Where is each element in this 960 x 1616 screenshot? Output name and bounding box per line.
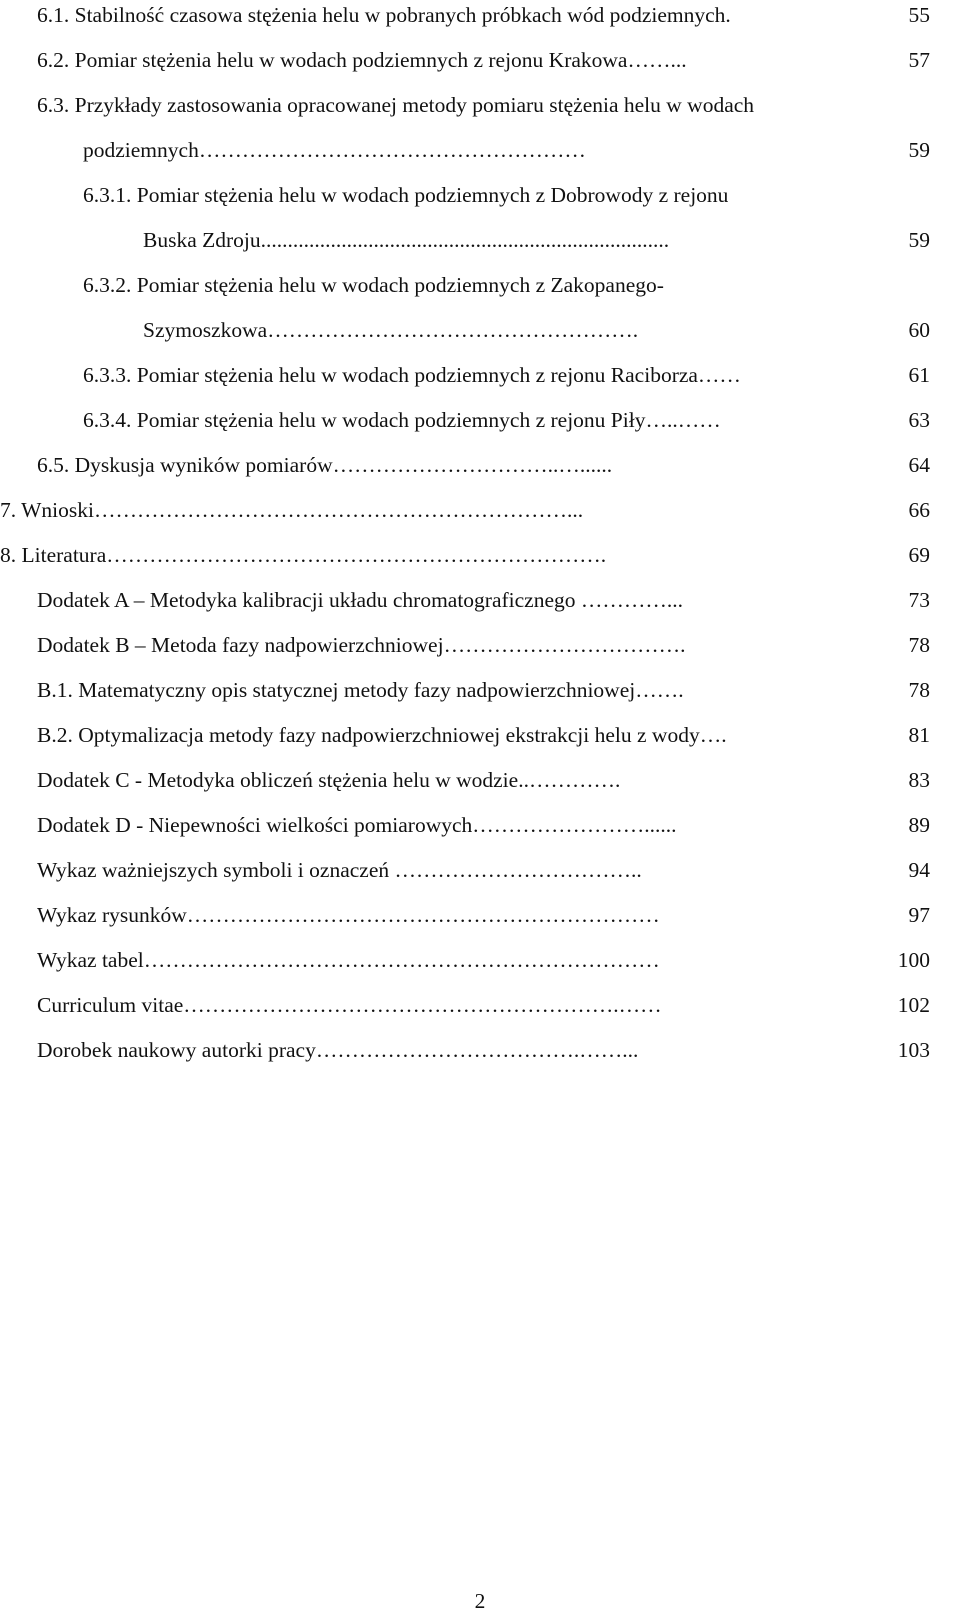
toc-entry-text: Dodatek C - Metodyka obliczeń stężenia helu w wodzie..…………. [37,768,621,792]
toc-entry-page: 57 [908,48,930,72]
toc-entry-page: 66 [908,498,930,522]
toc-entry-text: Dodatek B – Metoda fazy nadpowierzchniowej……………………………. [37,633,686,657]
toc-entry [37,855,642,885]
toc-entry-page: 59 [908,228,930,252]
toc-entry [143,225,669,255]
toc-entry-page: 61 [908,363,930,387]
toc-entry-page: 97 [908,903,930,927]
toc-entry-page: 73 [908,588,930,612]
toc-entry-page: 60 [908,318,930,342]
toc-entry [83,360,741,390]
toc-entry-page: 102 [897,993,930,1017]
toc-entry-text: 6.3.2. Pomiar stężenia helu w wodach podziemnych z Zakopanego- [83,273,664,297]
toc-entry [83,270,664,300]
toc-entry-text: 6.2. Pomiar stężenia helu w wodach podziemnych z rejonu Krakowa……... [37,48,687,72]
toc-entry [37,720,727,750]
toc-entry-page: 64 [908,453,930,477]
toc-entry-page: 89 [908,813,930,837]
toc-entry [37,585,683,615]
toc-entry-text: 8. Literatura……………………………………………………………. [0,543,607,567]
toc-entry [143,315,638,345]
toc-entry [37,450,612,480]
toc-entry-text: Wykaz tabel……………………………………………………………… [37,948,660,972]
toc-entry-text: 6.3.1. Pomiar stężenia helu w wodach podziemnych z Dobrowody z rejonu [83,183,729,207]
toc-entry [37,90,754,120]
toc-entry-text: Dorobek naukowy autorki pracy……………………………….……... [37,1038,639,1062]
toc-entry-page: 78 [908,678,930,702]
toc-entry-text: 6.3.3. Pomiar stężenia helu w wodach podziemnych z rejonu Raciborza…… [83,363,741,387]
toc-entry-text: 6.3.4. Pomiar stężenia helu w wodach podziemnych z rejonu Piły…..…… [83,408,721,432]
toc-entry [37,1035,638,1065]
toc-entry-text: 6.1. Stabilność czasowa stężenia helu w pobranych próbkach wód podziemnych. [37,3,731,27]
toc-entry [37,990,662,1020]
toc-entry-page: 78 [908,633,930,657]
toc-entry [37,900,660,930]
toc-entry-page: 59 [908,138,930,162]
toc-entry [37,45,687,75]
toc-entry-page: 94 [908,858,930,882]
toc-entry-text: podziemnych……………………………………………… [83,138,586,162]
toc-entry-text: Buska Zdroju............................................................................ [143,228,670,252]
toc-entry [0,495,583,525]
toc-entry-page: 100 [897,948,930,972]
toc-entry-text: 7. Wnioski…………………………………………………………... [0,498,584,522]
toc-entry-page: 63 [908,408,930,432]
toc-entry-page: 81 [908,723,930,747]
toc-entry-page: 69 [908,543,930,567]
toc-entry [83,405,721,435]
toc-entry [83,135,586,165]
page-number: 2 [474,1589,486,1613]
toc-entry-text: B.2. Optymalizacja metody fazy nadpowierzchniowej ekstrakcji helu z wody…. [37,723,727,747]
toc-entry [37,630,685,660]
toc-entry-page: 55 [908,3,930,27]
toc-entry [83,180,728,210]
toc-entry [37,675,684,705]
toc-entry-text: 6.3. Przykłady zastosowania opracowanej metody pomiaru stężenia helu w wodach [37,93,755,117]
toc-entry-text: Dodatek D - Niepewności wielkości pomiarowych……………………...... [37,813,677,837]
toc-entry-text: Wykaz ważniejszych symboli i oznaczeń …………………………….. [37,858,642,882]
toc-entry [37,810,677,840]
toc-entry [37,945,660,975]
toc-entry [37,765,620,795]
toc-entry-page: 83 [908,768,930,792]
toc-entry [37,0,731,30]
toc-entry [0,540,606,570]
toc-entry-text: Dodatek A – Metodyka kalibracji układu chromatograficznego …………... [37,588,684,612]
toc-entry-text: 6.5. Dyskusja wyników pomiarów…………………………..…...... [37,453,613,477]
toc-entry-text: B.1. Matematyczny opis statycznej metody fazy nadpowierzchniowej……. [37,678,684,702]
toc-entry-text: Szymoszkowa……………………………………………. [143,318,639,342]
toc-entry-text: Curriculum vitae…………………………………………………….…… [37,993,662,1017]
toc-entry-page: 103 [897,1038,930,1062]
toc-entry-text: Wykaz rysunków………………………………………………………… [37,903,660,927]
